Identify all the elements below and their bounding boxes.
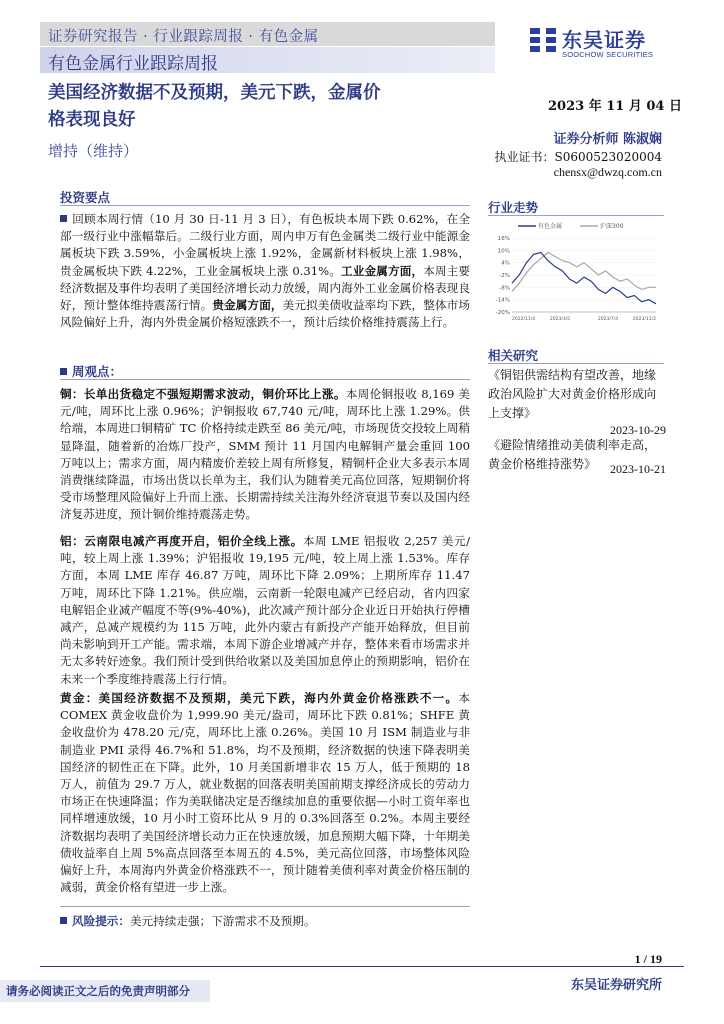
y-tick-label: 16% [497, 236, 510, 242]
copper-paragraph [60, 386, 470, 524]
related-date-2: 2023-10-21 [610, 462, 666, 476]
logo-mark-icon [528, 26, 558, 58]
gold-text: 本 COMEX 黄金收盘价为 1,999.90 美元/盎司，周环比下跌 0.81%；SHFE 黄金收盘价为 478.20 元/克，周环比上涨 0.26%。美国 10 月 ISM 制造业与非制造业 PMI 录得 46.7%和 51.8%，均不及预期，经济数据的快速下降表明美国经济的韧性正在下降。此外，10 月美国新增非农 15 万人，低于预期的 18 万人，前值为 29.7 万人，就业数据的回落表明美国前期支撑经济成长的劳动力市场正在快速降温；作为美联储决定是否继续加息的重要依据—小时工资年率也同样增速放缓，10 月小时工资环比从 9 月的 0.3%回落至 0.2%。本周主要经济数据均表明了美国经济增长动力正在快速放缓，加息预期大幅下降，十年期美债收益率自上周 5%高点回落至本周五的 4.5%，美元高位回落，市场整体风险偏好上升，本周海内外黄金价格涨跌不一，预计随着美债利率对黄金价格压制的减弱，黄金价格有望进一步上涨。 [60, 691, 470, 895]
headline-line-1: 美国经济数据不及预期，美元下跌，金属价 [48, 83, 381, 103]
chart-legend [518, 222, 624, 230]
bullet-square-icon [60, 215, 67, 222]
related-divider [488, 363, 664, 364]
bullet-square-icon [60, 368, 67, 375]
aluminum-lead: 铝：云南限电减产再度开启，铝价全线上涨。 [60, 534, 303, 548]
y-tick-label: -14% [495, 297, 510, 304]
highlights-p1: 回顾本周行情（10 月 30 日-11 月 3 日），有色板块本周下跌 0.62%，在全部一级行业中涨幅靠后。二级行业方面，周内申万有色金属类二级行业中能源金属板块下跌 3.59%，小金属板块上涨 1.92%，金属新材料板块上涨 1.98%，贵金属板块下跌 4.22%，工业金属板块上涨 0.31%。 [60, 212, 470, 278]
y-tick-label: -2% [499, 273, 510, 279]
page-number: 1 / 19 [634, 952, 662, 966]
gold-paragraph [60, 690, 470, 896]
logo-cn: 东吴证券 [562, 28, 646, 52]
highlights-p3-bold: 贵金属方面， [212, 298, 283, 313]
y-tick-label: 4% [501, 260, 510, 267]
highlights-title: 投资要点 [60, 190, 111, 205]
y-tick-label: -20% [495, 310, 510, 316]
trend-title: 行业走势 [488, 200, 539, 215]
aluminum-text: 本周 LME 铝报收 2,257 美元/吨，较上周上涨 1.39%；沪铝报收 19,195 元/吨，较上周上涨 1.53%。库存方面，本周 LME 库存 46.87 万吨，周环比下降 2.09%；上期所库存 11.47 万吨，周环比下降 1.21%。供应端，云南新一轮限电减产已经启动，省内四家电解铝企业减产幅度不等(9%-40%)，此次减产预计部分企业近日开始执行停槽减产，总减产规模约为 115 万吨，此外内蒙古有新投产产能开始释放，但目前尚未影响到开工产能。需求端，本周下游企业增减产并存，整体来看市场需求并无太多转好迹象。我们预计受到供给收紧以及美国加息停止的预期影响，铝价在未来一个季度维持震荡上行行情。 [60, 534, 470, 686]
analyst-email[interactable]: chensx@dwzq.com.cn [553, 165, 662, 179]
brand-logo [528, 26, 688, 62]
legend-label-b: 沪深300 [600, 223, 624, 230]
series-line-csi300 [512, 252, 656, 291]
related-item-1[interactable]: 《铜铝供需结构有望改善，地缘政治风险扩大对黄金价格形成向上支撑》 [488, 368, 657, 420]
series-layer [512, 252, 656, 303]
analyst-cert: 执业证书：S0600523020004 [494, 150, 662, 164]
disclaimer-text: 请务必阅读正文之后的免责声明部分 [6, 984, 190, 998]
y-tick-label: -8% [499, 285, 510, 292]
x-tick-label: 2023/7/4 [597, 317, 619, 322]
highlights-p2-bold: 工业金属方面， [341, 263, 424, 278]
y-axis [496, 236, 656, 316]
headline-line-2: 格表现良好 [48, 110, 136, 130]
legend-label-a: 有色金属 [538, 223, 563, 230]
highlights-p2: 本周主要经济数据及事件均表明了美国经济增长动力放缓，周内海外工业金属价格表现良好，预计整体维持震荡行情。 [60, 263, 470, 313]
copper-text: 本周伦铜报收 8,169 美元/吨，周环比上涨 0.96%；沪铜报收 67,740 元/吨，周环比上涨 1.29%。供给端，本周进口铜精矿 TC 价格持续走跌至 86 美元/吨，市场现货交投较上周稍显降温，随着新的冶炼厂投产，SMM 预计 11 月国内电解铜产量会重回 100 万吨以上；需求方面，周内精废价差较上周有所修复，精铜杆企业大多表示本周消费继续降温，市场出货以长单为主，我们认为随着美元高位回落，短期铜价将受市场整理风险偏好上升而上涨、长期需持续关注海外经济衰退节奏以及国内经济复苏进度，预计铜价维持震荡走势。 [60, 387, 470, 522]
risk-label: 风险提示： [72, 914, 130, 928]
gold-lead: 黄金：美国经济数据不及预期，美元下跌，海内外黄金价格涨跌不一。 [60, 691, 459, 705]
x-tick-label: 2023/3/5 [549, 317, 571, 322]
trend-chart [488, 218, 664, 330]
highlights-divider [60, 205, 470, 206]
x-tick-label: 2022/11/4 [512, 317, 536, 322]
report-date: 2023 年 11 月 04 日 [548, 99, 682, 114]
rating: 增持（维持） [48, 142, 139, 160]
highlights-body [60, 211, 470, 331]
risk-text: 美元持续走强；下游需求不及预期。 [129, 914, 316, 928]
logo-en: SOOCHOW SECURITIES [562, 50, 654, 59]
headline [48, 80, 488, 134]
related-date-1: 2023-10-29 [610, 423, 666, 437]
x-axis [512, 312, 656, 322]
footer-org: 东吴证券研究所 [570, 978, 662, 993]
category-band [40, 22, 495, 46]
report-type-text: 有色金属行业跟踪周报 [48, 54, 218, 74]
weekly-title: 周观点： [60, 362, 122, 380]
disclaimer-band [0, 980, 210, 1002]
risk-paragraph [60, 913, 470, 930]
copper-lead: 铜：长单出货稳定不强短期需求波动，铜价环比上涨。 [60, 387, 346, 401]
weekly-divider [60, 379, 470, 380]
y-tick-label: 10% [497, 248, 510, 255]
highlights-p3: 美元拟美债收益率均下跌，整体市场风险偏好上升，海内外贵金属价格短涨跌不一，预计后续价格维持震荡上行。 [60, 298, 470, 330]
analyst-name: 证券分析师 陈淑娴 [553, 132, 662, 147]
series-line-nonferrous [512, 252, 656, 303]
report-type-band [40, 47, 495, 73]
trend-divider [488, 215, 664, 216]
footer-line [40, 966, 684, 967]
aluminum-paragraph [60, 533, 470, 688]
bullet-square-icon [60, 917, 67, 924]
related-title: 相关研究 [488, 348, 539, 363]
category-text: 证券研究报告 · 行业跟踪周报 · 有色金属 [48, 29, 319, 45]
x-tick-label: 2023/11/2 [632, 317, 656, 322]
related-item-2[interactable]: 《避险情绪推动美债利率走高，黄金价格维持涨势》 [488, 438, 657, 471]
risk-divider [60, 906, 470, 907]
